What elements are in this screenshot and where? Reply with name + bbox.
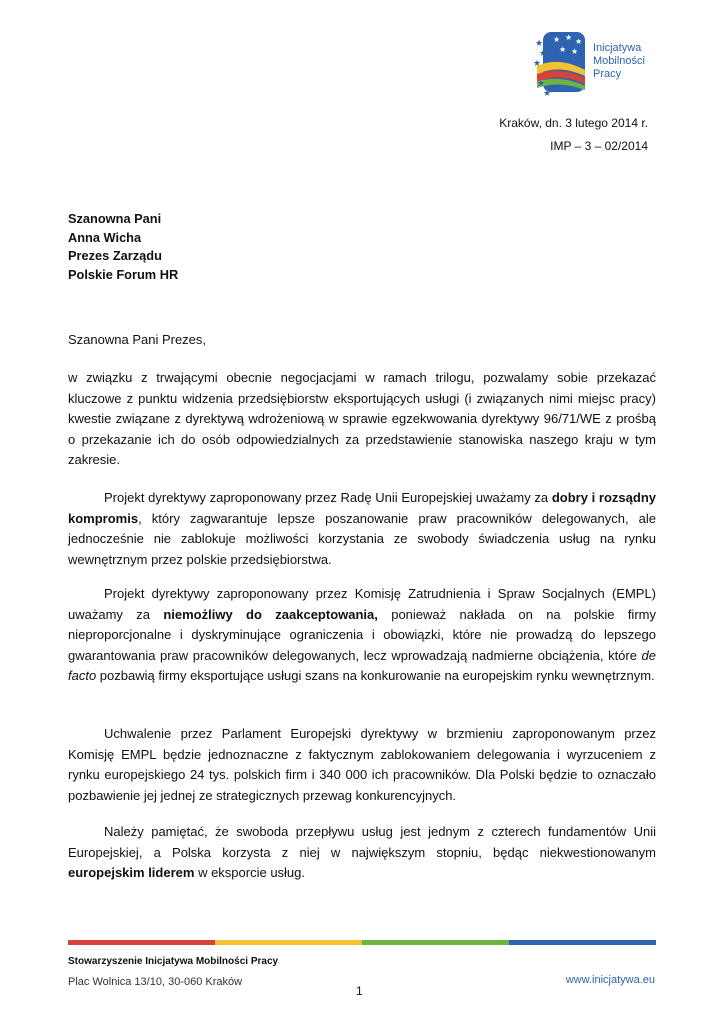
svg-text:★: ★ (533, 59, 542, 69)
paragraph-3-text-c: ponieważ nakłada on na polskie firmy nieproporcjonalne i dyskryminujące ograniczenia i obowiązki, które nie prowadzą do lepszego gwarantowania praw pracowników delegowanych, lecz wprowadzają nadmierne obciążenia, które (68, 606, 656, 663)
svg-text:★: ★ (543, 89, 552, 98)
letter-date: Kraków, dn. 3 lutego 2014 r. (499, 116, 648, 130)
logo-line-1: Inicjatywa (593, 42, 642, 54)
paragraph-5-text-a: Należy pamiętać, że swoboda przepływu usług jest jednym z czterech fundamentów Unii Europejskiej, a Polska korzysta z niej w największym stopniu, będąc niekwestionowanym (68, 824, 656, 860)
paragraph-5-text-c: w eksporcie usług. (194, 865, 306, 880)
svg-text:★: ★ (565, 33, 573, 42)
paragraph-5 (68, 822, 656, 884)
svg-text:★: ★ (571, 47, 579, 56)
svg-text:★: ★ (553, 35, 561, 44)
addressee-line-4: Polskie Forum HR (68, 266, 179, 282)
paragraph-3-italic: de facto (68, 647, 656, 683)
paragraph-2-emphasis: dobry i rozsądny kompromis (68, 490, 656, 526)
paragraph-3-text-e: pozbawią firmy eksportujące usługi szans na konkurowanie na europejskim rynku wewnętrznym. (96, 668, 655, 683)
logo-line-2: Mobilności (593, 55, 645, 67)
addressee-block (68, 210, 178, 284)
paragraph-5-emphasis: europejskim liderem (68, 865, 195, 880)
logo-text (593, 42, 673, 81)
footer-website-link[interactable]: www.inicjatywa.eu (565, 974, 655, 986)
addressee-line-3: Prezes Zarządu (68, 248, 162, 263)
logo-line-3: Pracy (593, 68, 622, 80)
footer-organization: Stowarzyszenie Inicjatywa Mobilności Pracy (68, 956, 279, 967)
page-number: 1 (356, 984, 363, 998)
svg-text:★: ★ (575, 37, 583, 46)
paragraph-3-text-a: Projekt dyrektywy zaproponowany przez Komisję Zatrudnienia i Spraw Socjalnych (EMPL) uważamy za (68, 586, 656, 622)
paragraph-3 (68, 584, 656, 687)
paragraph-4: Uchwalenie przez Parlament Europejski dyrektywy w brzmieniu zaproponowanym przez Komisję EMPL będzie jednoznaczne z faktycznym zablokowaniem delegowania i wyrzuceniem z rynku europejskiego 24 tys. polskich firm i 340 000 ich pracowników. Dla Polski będzie to oznaczało pozbawienie jej jednej ze strategicznych przewag konkurencyjnych. (68, 726, 656, 803)
letter-reference: IMP – 3 – 02/2014 (550, 139, 648, 153)
paragraph-3-emphasis: niemożliwy do zaakceptowania, (163, 606, 378, 622)
svg-text:★: ★ (535, 39, 544, 49)
svg-text:★: ★ (559, 45, 567, 54)
svg-text:★: ★ (539, 49, 548, 59)
salutation: Szanowna Pani Prezes, (68, 332, 207, 347)
paragraph-2 (68, 488, 656, 570)
paragraph-1: w związku z trwającymi obecnie negocjacjami w ramach trilogu, pozwalamy sobie przekazać kluczowe z punktu widzenia przedsiębiorstw eksportujących usługi (i związanych nimi miejsc pracy) kwestie związane z dyrektywą wdrożeniową w sprawie egzekwowania dyrektywy 96/71/WE z prośbą o przekazanie ich do osób odpowiedzialnych za przedstawienie stanowiska naszego kraju w tym zakresie. (68, 370, 656, 467)
addressee-line-1: Szanowna Pani (68, 211, 162, 226)
paragraph-2-text-c: , który zagwarantuje lepsze poszanowanie praw pracowników delegowanych, ale jednocześnie nie zablokuje możliwości korzystania ze swobody świadczenia usług na rynku wewnętrznym przez polskie przedsiębiorstwa. (68, 510, 656, 567)
logo-emblem-icon (533, 26, 593, 98)
paragraph-2-text-a: Projekt dyrektywy zaproponowany przez Radę Unii Europejskiej uważamy za (104, 490, 552, 505)
addressee-line-2: Anna Wicha (68, 229, 142, 245)
footer-address: Plac Wolnica 13/10, 30-060 Kraków (68, 976, 243, 988)
footer-color-bar (68, 940, 656, 945)
svg-text:★: ★ (537, 79, 546, 89)
